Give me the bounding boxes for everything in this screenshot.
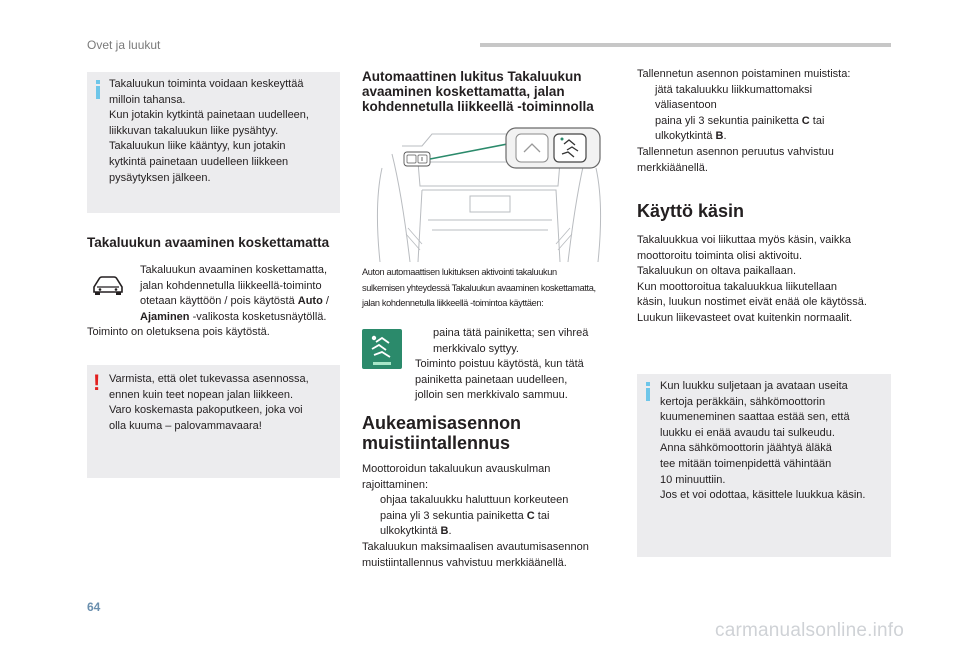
watermark: carmanualsonline.info: [715, 620, 905, 641]
handsfree-button-icon: [362, 329, 402, 369]
button-instruction: paina tätä painiketta; sen vihreä merkkivalo syttyy. Toiminto poistuu käytöstä, kun tätä painiketta painetaan uudelleen, jolloin sen merkkivalo sammuu.: [415, 327, 589, 402]
heading-auto-locking: Automaattinen lukitus Takaluukun avaaminen koskettamatta, jalan kohdennetulla liikkeellä -toiminnolla: [362, 69, 594, 114]
overheat-text: Kun luukku suljetaan ja avataan useita kertoja peräkkäin, sähkömoottorin kuumeneminen saattaa estää sen, että luukku ei enää avaudu tai sulkeudu. Anna sähkömoottorin jäähtyä äläkä tee mitään toimenpidettä vähintään 10 minuuttiin. Jos et voi odottaa, käsittele luukkua käsin.: [660, 380, 866, 502]
illustration-caption: Auton automaattisen lukituksen aktivointi takaluukun sulkemisen yhteydessä Takaluukun avaaminen koskettamatta, jalan kohdennetulla liikkeellä -toimintoa käyttäen:: [362, 267, 596, 309]
tailgate-illustration: [362, 124, 616, 264]
delete-memory-instructions: Tallennetun asennon poistaminen muistista: jätä takaluukku liikkumattomaksi väliasentoon paina yli 3 sekuntia painiketta C tai ulkokytkintä B. Tallennetun asennon peruutus vahvistuu merkkiäänellä.: [637, 68, 851, 174]
info-box-text: Takaluukun toiminta voidaan keskeyttää milloin tahansa. Kun jotakin kytkintä painetaan uudelleen, liikkuvan takaluukun liike pysähtyy. Takaluukun liike kääntyy, kun jotakin kytkintä painetaan uudelleen liikkeen pysäytyksen jälkeen.: [109, 78, 309, 184]
info-icon: [646, 388, 650, 401]
heading-memory: Aukeamisasennon muistiintallennus: [362, 413, 522, 453]
manual-use-text: Takaluukkua voi liikuttaa myös käsin, vaikka moottoroitu toiminta olisi aktivoitu. Takaluukun on oltava paikallaan. Kun moottoroitua takaluukkua liikutellaan käsin, luukun nostimet eivät enää ole käytössä. Luukun liikevasteet ovat kuitenkin normaalit.: [637, 234, 867, 324]
heading-handsfree-opening: Takaluukun avaaminen koskettamatta: [87, 235, 330, 250]
section-title: Ovet ja luukut: [87, 38, 161, 52]
info-icon: [96, 86, 100, 99]
page-number: 64: [87, 600, 101, 614]
handsfree-intro: Takaluukun avaaminen koskettamatta, jalan kohdennetulla liikkeellä-toiminto otetaan käyttöön / pois käytöstä Auto / Ajaminen -valikosta kosketusnäytöllä.: [140, 264, 329, 323]
warning-icon: !: [93, 370, 101, 395]
heading-manual-use: Käyttö käsin: [637, 201, 745, 221]
memory-instructions: Moottoroidun takaluukun avauskulman rajoittaminen: ohjaa takaluukku haluttuun korkeuteen paina yli 3 sekuntia painiketta C tai ulkokytkintä B. Takaluukun maksimaalisen avautumisasennon muistiintallennus vahvistuu merkkiäänellä.: [362, 463, 589, 569]
default-off-text: Toiminto on oletuksena pois käytöstä.: [87, 326, 270, 338]
warning-text: Varmista, että olet tukevassa asennossa, ennen kuin teet nopean jalan liikkeen. Varo koskemasta pakoputkeen, joka voi olla kuuma – palovammavaara!: [109, 373, 309, 432]
car-rear-icon: [91, 274, 125, 296]
header-divider: [480, 43, 891, 47]
